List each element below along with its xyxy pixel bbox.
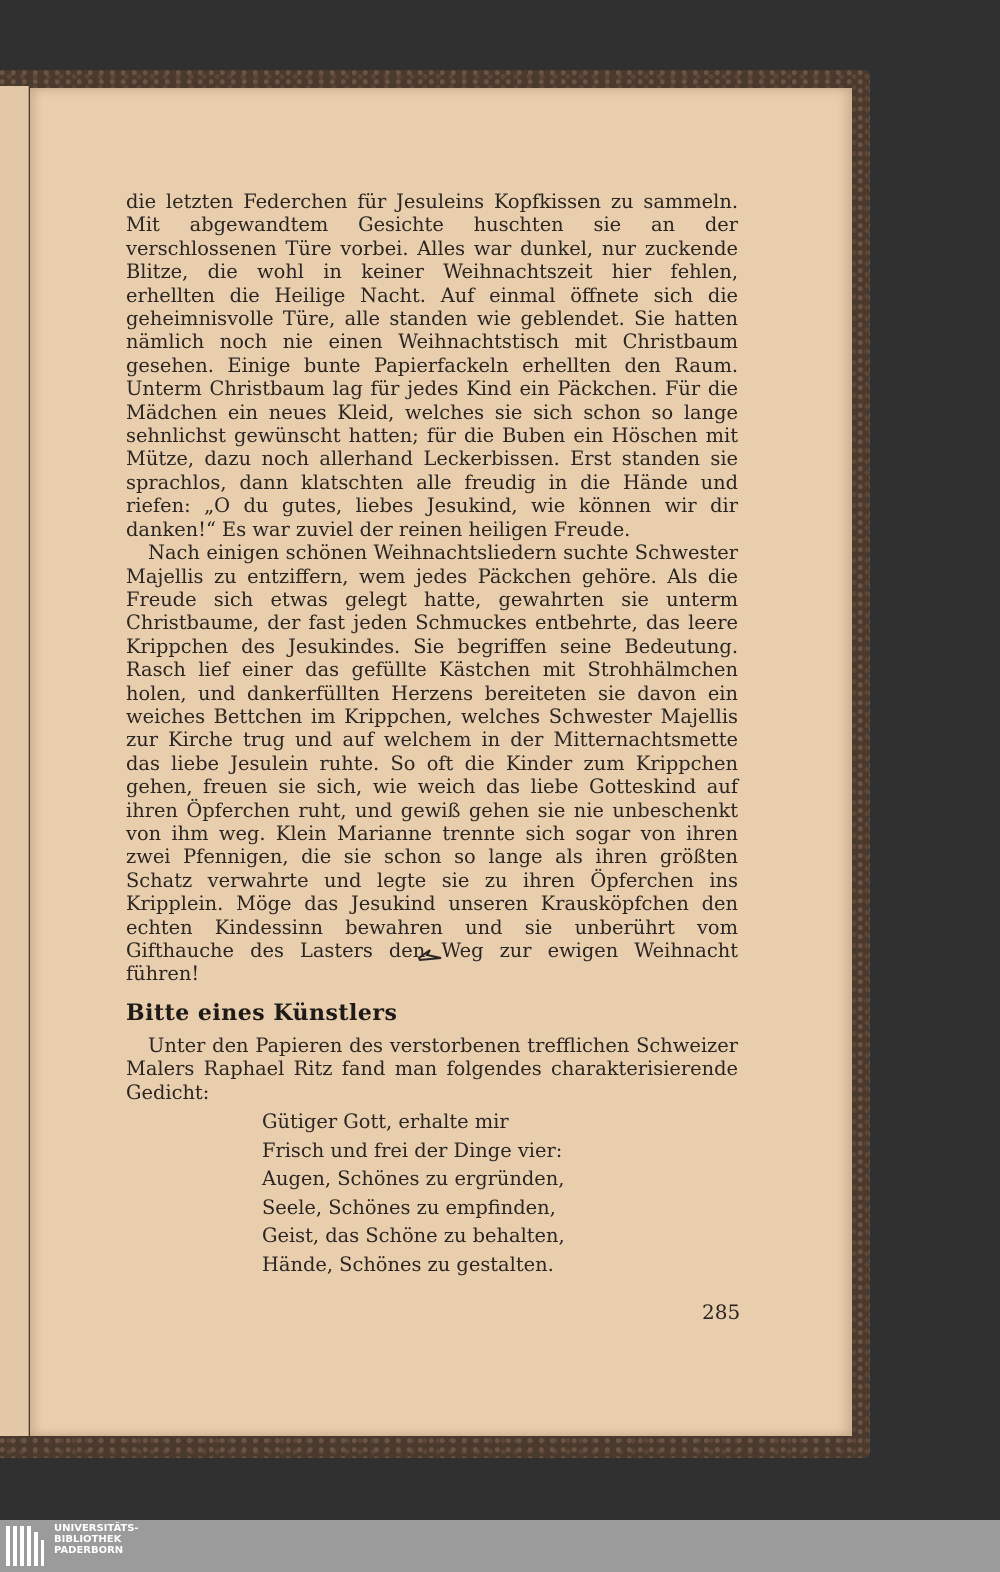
intro-text: [126, 1034, 738, 1104]
poem-line: Frisch und frei der Dinge vier:: [262, 1138, 563, 1162]
library-name-line: BIBLIOTHEK: [54, 1534, 122, 1545]
library-footer: [0, 1520, 1000, 1572]
ornament-icon: [416, 946, 444, 964]
poem-line: Augen, Schönes zu ergründen,: [262, 1167, 565, 1190]
paragraph-2: Nach einigen schönen Weihnachtsliedern suchte Schwester Majellis zu entziffern, wem jedes Päckchen gehöre. Als die Freude sich etwas gelegt hatte, gewahrten sie unterm Christbaume, der fast jeden Schmuckes entbehrte, das leere Krippchen des Jesukindes. Sie begriffen seine Bedeutung. Rasch lief einer das gefüllte Kästchen mit Strohhälmchen holen, und dankerfüllten Herzens bereiteten sie davon ein weiches Bettchen im Krippchen, welches Schwester Majellis zur Kirche trug und auf welchem in der Mitternachtsmette das liebe Jesulein ruhte. So oft die Kinder zum Krippchen gehen, freuen sie sich, wie weich das liebe Gotteskind auf ihren Öpferchen ruht, und gewiß gehen sie nie unbeschenkt von ihm weg. Klein Marianne trennte sich sogar von ihren zwei Pfennigen, die sie schon so lange als ihren größten Schatz verwahrte und legte sie zu ihren Öpferchen ins Kripplein. Möge das Jesukind unseren Krausköpfchen den echten Kindessinn bewahren und sie unberührt vom Gifthauche des Lasters den Weg zur ewigen Weihnacht führen!: [126, 541, 738, 986]
section-heading: Bitte eines Künstlers: [126, 1000, 398, 1026]
intro-paragraph: Unter den Papieren des verstorbenen trefflichen Schweizer Malers Raphael Ritz fand man folgendes charakterisierende Gedicht:: [126, 1034, 738, 1104]
poem-line: Hände, Schönes zu gestalten.: [262, 1252, 554, 1276]
library-name-line: PADERBORN: [54, 1545, 124, 1556]
left-page-edge: [0, 86, 29, 1436]
library-name-line: UNIVERSITÄTS-: [54, 1523, 139, 1534]
paragraph-1: die letzten Federchen für Jesuleins Kopfkissen zu sammeln. Mit abgewandtem Gesichte huschten sie an der verschlossenen Türe vorbei. Alles war dunkel, nur zuckende Blitze, die wohl in keiner Weihnachtszeit hier fehlen, erhellten die Heilige Nacht. Auf einmal öffnete sich die geheimnisvolle Türe, alle standen wie geblendet. Sie hatten nämlich noch nie einen Weihnachtstisch mit Christbaum gesehen. Einige bunte Papierfackeln erhellten den Raum. Unterm Christbaum lag für jedes Kind ein Päckchen. Für die Mädchen ein neues Kleid, welches sie sich schon so lange sehnlichst gewünscht hatten; für die Buben ein Höschen mit Mütze, dazu noch allerhand Leckerbissen. Erst standen sie sprachlos, dann klatschten alle freudig in die Hände und riefen: „O du gutes, liebes Jesukind, wie können wir dir danken!“ Es war zuviel der reinen heiligen Freude.: [126, 190, 738, 541]
poem-line: Gütiger Gott, erhalte mir: [262, 1110, 509, 1133]
poem: [262, 1108, 565, 1279]
library-logo-icon: [4, 1524, 46, 1568]
poem-line: Geist, das Schöne zu behalten,: [262, 1224, 565, 1247]
poem-line: Seele, Schönes zu empfinden,: [262, 1195, 556, 1219]
page-number: 285: [702, 1300, 741, 1324]
body-text: [126, 190, 738, 986]
library-logo-text: [54, 1523, 139, 1556]
book-page: [30, 88, 852, 1436]
